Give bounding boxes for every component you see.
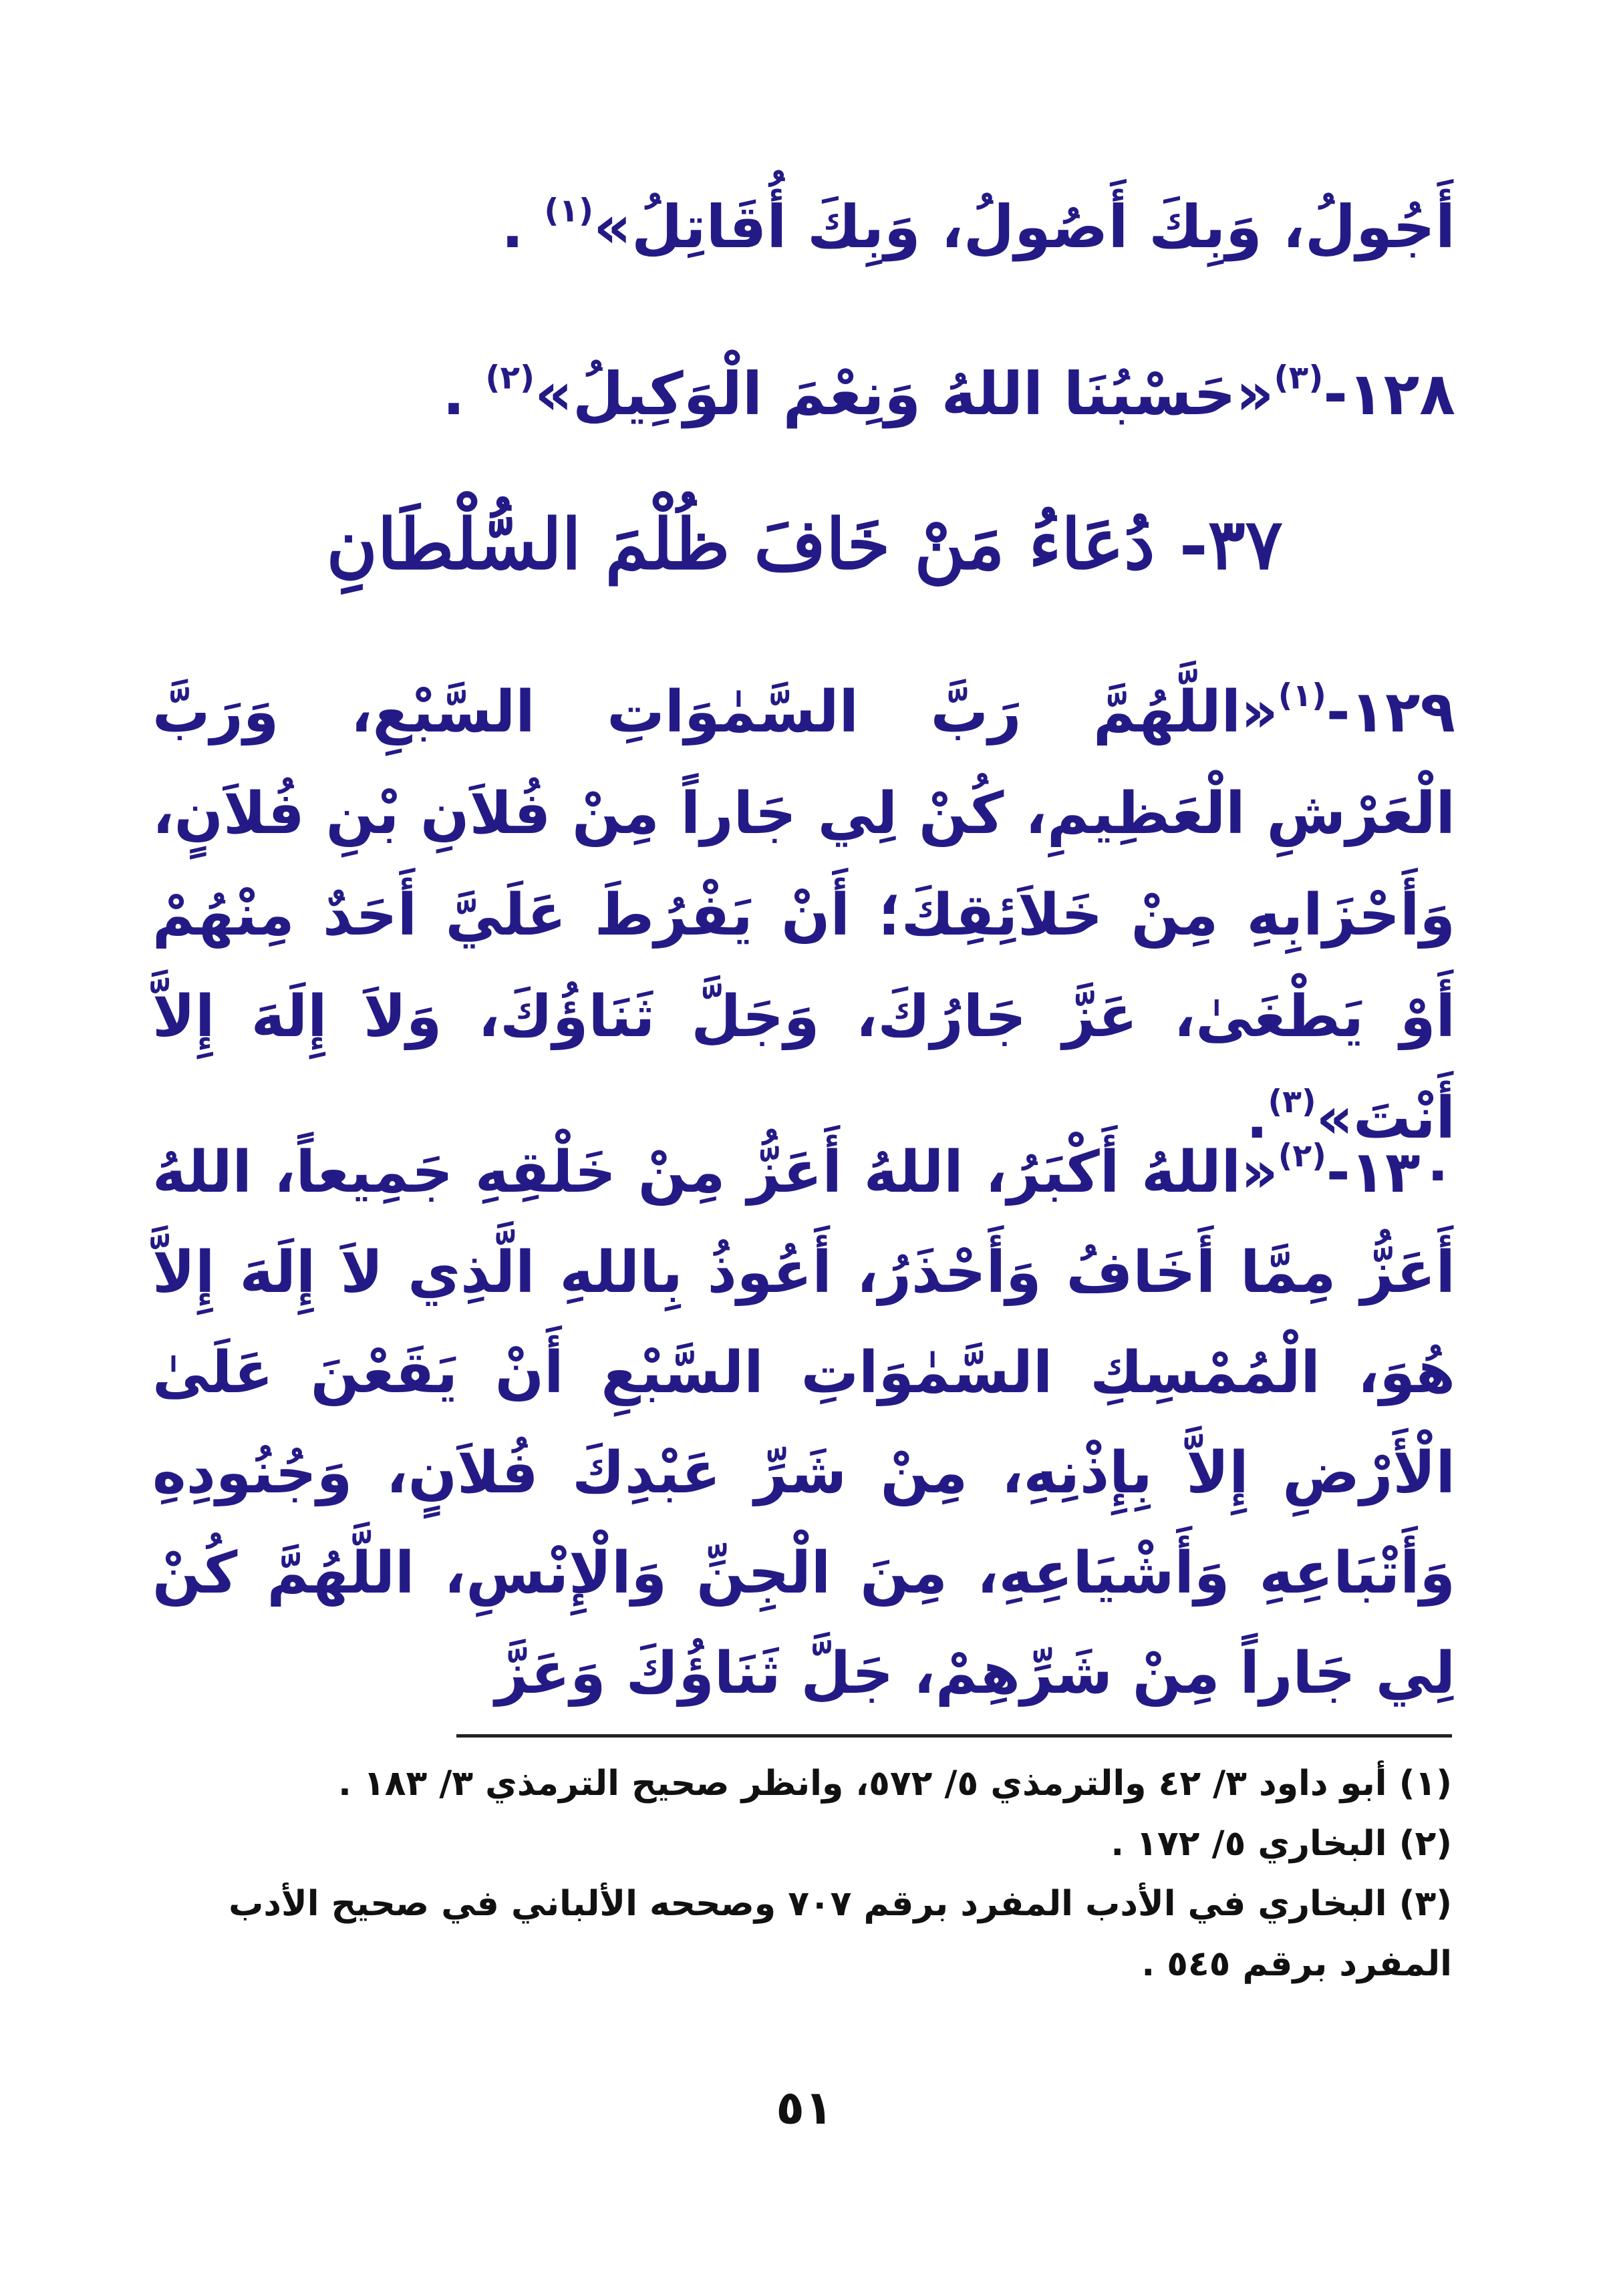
page-number: ٥١ [776, 2080, 833, 2135]
footnote-divider [456, 1734, 1452, 1738]
supplication-130: ١٣٠-$^{(٢)}$«اللهُ أَكْبَرُ، اللهُ أَعَزُّ مِنْ خَلْقِهِ جَمِيعاً، اللهُ أَعَزُّ مِمَّا أَخَافُ وَأَحْذَرُ، أَعُوذُ بِاللهِ الَّذِي لاَ إِلَهَ إِلاَّ هُوَ، الْمُمْسِكِ السَّمٰوَاتِ السَّبْعِ أَنْ يَقَعْنَ عَلَىٰ الْأَرْضِ إِلاَّ بِإِذْنِهِ، مِنْ شَرِّ عَبْدِكَ فُلاَنٍ، وَجُنُودِهِ وَأَتْبَاعِهِ وَأَشْيَاعِهِ، مِنَ الْجِنِّ وَالْإِنْسِ، اللَّهُمَّ كُنْ لِي جَاراً مِنْ شَرِّهِمْ، جَلَّ ثَنَاؤُكَ وَعَزَّ [152, 1138, 1455, 1707]
supplication-number: ١٢٨ [1347, 359, 1455, 428]
supplication-129: ١٢٩-$^{(١)}$«اللَّهُمَّ رَبَّ السَّمٰوَاتِ السَّبْعِ، وَرَبَّ الْعَرْشِ الْعَظِيمِ، كُنْ لِي جَاراً مِنْ فُلاَنِ بْنِ فُلاَنٍ، وَأَحْزَابِهِ مِنْ خَلاَئِقِكَ؛ أَنْ يَفْرُطَ عَلَيَّ أَحَدٌ مِنْهُمْ أَوْ يَطْغَىٰ، عَزَّ جَارُكَ، وَجَلَّ ثَنَاؤُكَ، وَلاَ إِلَهَ إِلاَّ أَنْتَ»$^{(٣)}$. [152, 677, 1455, 1152]
footnote-ref: (٢) [485, 359, 535, 397]
supplication-text: «اللَّهُمَّ رَبَّ السَّمٰوَاتِ السَّبْعِ، وَرَبَّ الْعَرْشِ الْعَظِيمِ، كُنْ لِي جَاراً مِنْ فُلاَنِ بْنِ فُلاَنٍ، وَأَحْزَابِهِ مِنْ خَلاَئِقِكَ؛ أَنْ يَفْرُطَ عَلَيَّ أَحَدٌ مِنْهُمْ أَوْ يَطْغَىٰ، عَزَّ جَارُكَ، وَجَلَّ ثَنَاؤُكَ، وَلاَ إِلَهَ إِلاَّ أَنْتَ» [152, 679, 1455, 1152]
continuation-line [152, 180, 1455, 274]
footnote-1: (١) أبو داود ٣/ ٤٢ والترمذي ٥/ ٥٧٢، وانظر صحيح الترمذي ٣/ ١٨٣ . [338, 1764, 1452, 1804]
footnote-ref: (٣) [1274, 359, 1324, 397]
supplication-number: ١٢٩ [1350, 679, 1455, 746]
supplication-text: «اللهُ أَكْبَرُ، اللهُ أَعَزُّ مِنْ خَلْقِهِ جَمِيعاً، اللهُ أَعَزُّ مِمَّا أَخَافُ وَأَحْذَرُ، أَعُوذُ بِاللهِ الَّذِي لاَ إِلَهَ إِلاَّ هُوَ، الْمُمْسِكِ السَّمٰوَاتِ السَّبْعِ أَنْ يَقَعْنَ عَلَىٰ الْأَرْضِ إِلاَّ بِإِذْنِهِ، مِنْ شَرِّ عَبْدِكَ فُلاَنٍ، وَجُنُودِهِ وَأَتْبَاعِهِ وَأَشْيَاعِهِ، مِنَ الْجِنِّ وَالْإِنْسِ، اللَّهُمَّ كُنْ لِي جَاراً مِنْ شَرِّهِمْ، جَلَّ ثَنَاؤُكَ وَعَزَّ [152, 1139, 1455, 1707]
continuation-text: أَجُولُ، وَبِكَ أَصُولُ، وَبِكَ أُقَاتِلُ» [593, 192, 1455, 261]
footnotes [149, 1754, 1452, 1994]
footnote-2: (٢) البخاري ٥/ ١٧٢ . [1111, 1824, 1452, 1864]
supplication-128: ١٢٨-$^{(٣)}$«حَسْبُنَا اللهُ وَنِعْمَ الْوَكِيلُ»$^{(٢)}$ . [442, 359, 1455, 428]
supplication-number: ١٣٠ [1350, 1139, 1455, 1206]
footnote-ref: (١) [1278, 677, 1326, 715]
footnote-ref: (٣) [1268, 1084, 1316, 1121]
footnote-ref: (٢) [1278, 1138, 1326, 1175]
chapter-title: ٣٧- دُعَاءُ مَنْ خَافَ ظُلْمَ السُّلْطَانِ [326, 503, 1283, 585]
supplication-text: «حَسْبُنَا اللهُ وَنِعْمَ الْوَكِيلُ» [535, 359, 1274, 428]
footnote-ref: (١) [544, 192, 594, 230]
supplication-end: . [1246, 1085, 1268, 1152]
footnote-3: (٣) البخاري في الأدب المفرد برقم ٧٠٧ وصححه الألباني في صحيح الأدب المفرد برقم ٥٤٥ . [229, 1884, 1452, 1984]
continuation-end: . [501, 192, 524, 261]
supplication-end: . [442, 359, 465, 428]
